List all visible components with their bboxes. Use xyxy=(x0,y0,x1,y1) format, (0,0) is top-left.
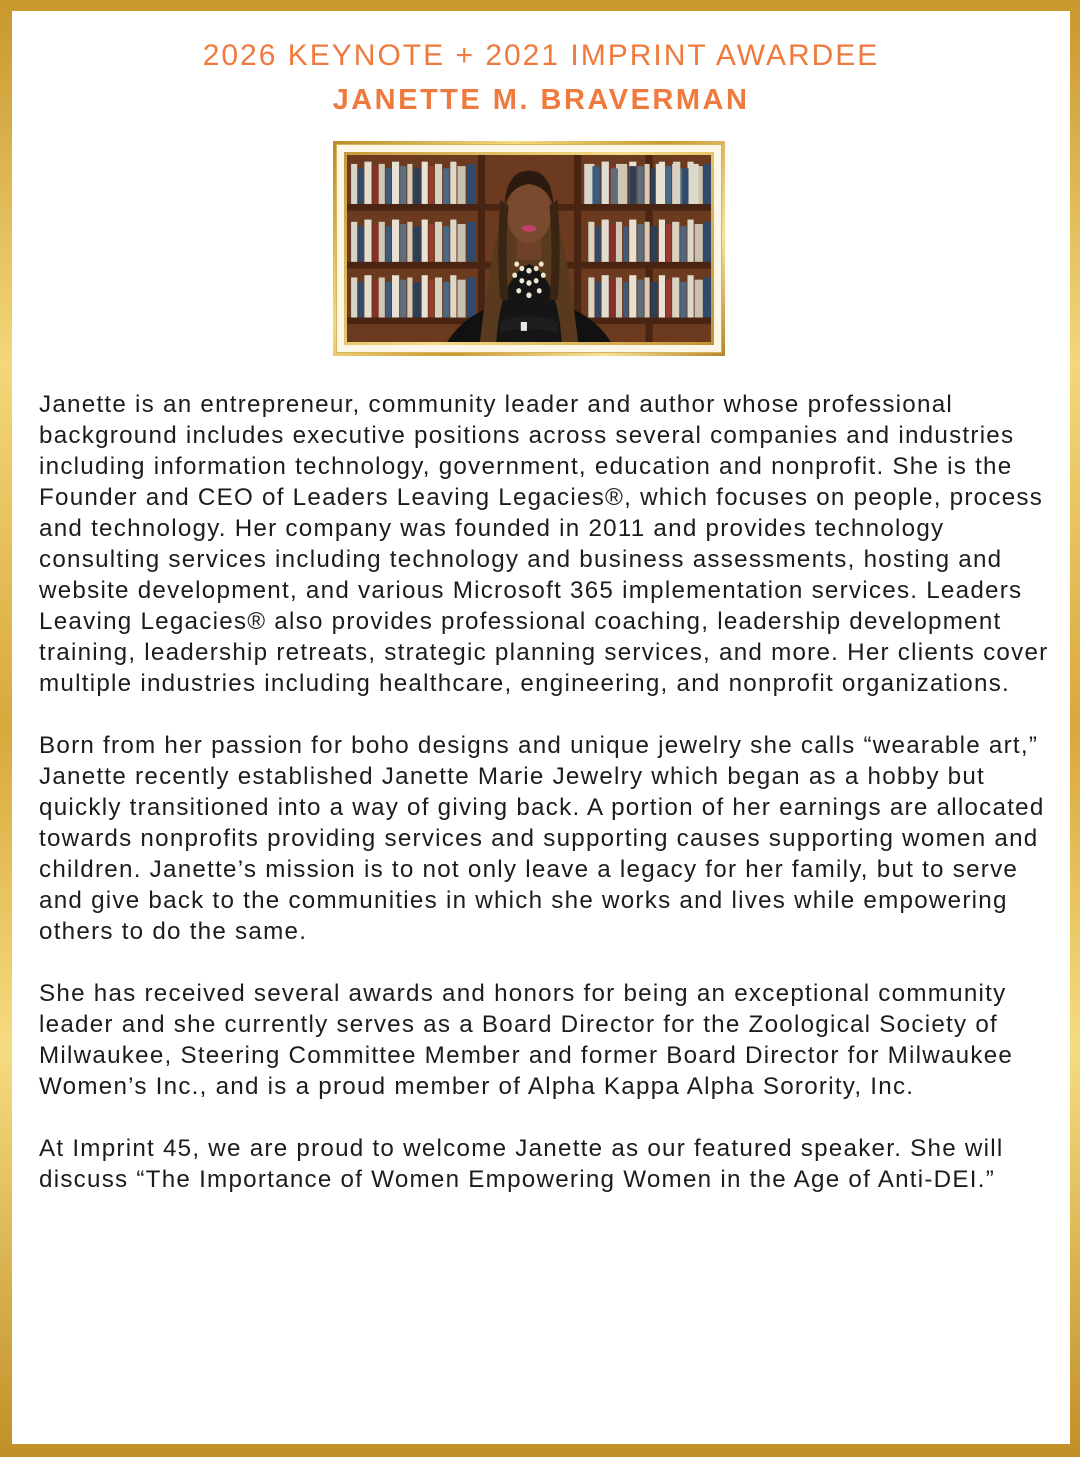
bio-paragraph: Janette is an entrepreneur, community leader and author whose professional background includes executive positions across several companies and industries including information technology, government, education and nonprofit. She is the Founder and CEO of Leaders Leaving Legacies®, which focuses on people, process and technology. Her company was founded in 2011 and provides technology consulting services including technology and business assessments, hosting and website development, and various Microsoft 365 implementation services. Leaders Leaving Legacies® also provides professional coaching, leadership development training, leadership retreats, strategic planning services, and more. Her clients cover multiple industries including healthcare, engineering, and nonprofit organizations. xyxy=(39,391,1049,697)
awardee-name: JANETTE M. BRAVERMAN xyxy=(332,84,750,116)
portrait-photo xyxy=(347,155,711,342)
portrait-illustration xyxy=(347,155,711,342)
bio-paragraph: She has received several awards and honors for being an exceptional community leader and she currently serves as a Board Director for the Zoological Society of Milwaukee, Steering Committee Member and former Board Director for Milwaukee Women’s Inc., and is a proud member of Alpha Kappa Alpha Sorority, Inc. xyxy=(39,980,1014,1100)
card xyxy=(12,11,1070,1444)
bio-paragraph: Born from her passion for boho designs and unique jewelry she calls “wearable art,” Janette recently established Janette Marie Jewelry which began as a hobby but quickly transitioned into a way of giving back. A portion of her earnings are allocated towards nonprofits providing services and supporting causes supporting women and children. Janette’s mission is to not only leave a legacy for her family, but to serve and give back to the communities in which she works and lives while empowering others to do the same. xyxy=(39,732,1045,945)
photo-mat xyxy=(336,144,722,353)
bio-paragraph: At Imprint 45, we are proud to welcome Janette as our featured speaker. She will discuss “The Importance of Women Empowering Women in the Age of Anti-DEI.” xyxy=(39,1135,1004,1193)
event-kicker: 2026 KEYNOTE + 2021 IMPRINT AWARDEE xyxy=(202,39,880,72)
photo-gold-frame xyxy=(333,141,725,356)
bio-text xyxy=(39,389,1054,1226)
